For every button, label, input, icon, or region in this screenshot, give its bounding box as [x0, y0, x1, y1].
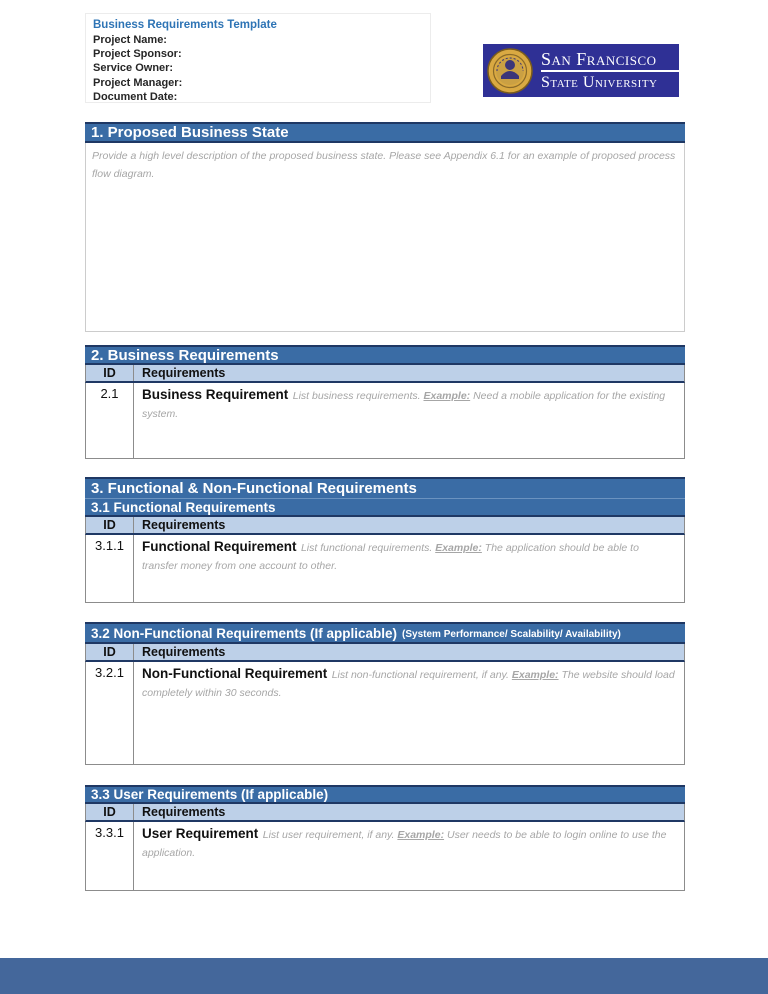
col-header-requirements: Requirements [142, 805, 226, 819]
section-3-3-header [85, 785, 685, 804]
section-1-content-box [85, 143, 685, 332]
requirement-hint: List business requirements. Example: Need a mobile application for the existing system. [142, 390, 666, 420]
row-requirement [134, 383, 684, 458]
university-logo-text [541, 50, 679, 91]
table-row [85, 383, 685, 459]
logo-divider [541, 70, 679, 72]
requirement-name: Non-Functional Requirement [142, 666, 328, 681]
example-label: Example: [423, 390, 471, 402]
section-2-header [85, 345, 685, 365]
row-id: 2.1 [86, 383, 134, 458]
col-header-requirements: Requirements [142, 366, 226, 380]
row-requirement [134, 662, 684, 764]
col-header-id: ID [86, 517, 134, 533]
document-title: Business Requirements Template [93, 19, 277, 31]
section-3-2-table-header [85, 644, 685, 662]
section-1-title: 1. Proposed Business State [91, 124, 289, 141]
section-2-title: 2. Business Requirements [91, 346, 279, 364]
col-header-id: ID [86, 365, 134, 381]
field-project-sponsor: Project Sponsor: [93, 48, 182, 61]
col-header-requirements: Requirements [142, 645, 226, 659]
field-project-name: Project Name: [93, 34, 167, 46]
section-3-1-header [85, 498, 685, 517]
section-3-2-note: (System Performance/ Scalability/ Availability) [402, 628, 621, 640]
project-info-box [85, 13, 431, 103]
col-header-requirements: Requirements [142, 518, 226, 532]
requirement-hint: List user requirement, if any. Example: User needs to be able to login online to use the application. [142, 829, 667, 859]
page-footer-bar [0, 958, 768, 994]
section-3-title: 3. Functional & Non-Functional Requirements [91, 480, 417, 497]
row-requirement [134, 822, 684, 890]
requirement-name: User Requirement [142, 826, 259, 841]
requirement-name: Functional Requirement [142, 539, 297, 554]
requirement-hint: List functional requirements. Example: The application should be able to transfer money from one account to other. [142, 542, 639, 572]
section-3-3-title: 3.3 User Requirements (If applicable) [91, 787, 329, 802]
example-label: Example: [397, 829, 445, 841]
section-3-2-header [85, 622, 685, 644]
logo-line2: State University [541, 74, 658, 91]
section-3-header [85, 477, 685, 498]
example-label: Example: [511, 669, 559, 681]
table-row [85, 535, 685, 603]
section-2-table-header [85, 365, 685, 383]
row-id: 3.1.1 [86, 535, 134, 602]
university-seal-icon [487, 48, 533, 94]
row-requirement [134, 535, 684, 602]
field-document-date: Document Date: [93, 90, 178, 103]
example-label: Example: [435, 542, 482, 554]
table-row [85, 662, 685, 765]
field-service-owner: Service Owner: [93, 62, 174, 75]
section-3-1-title: 3.1 Functional Requirements [91, 499, 276, 515]
section-3-1-table-header [85, 517, 685, 535]
section-1-description: Provide a high level description of the proposed business state. Please see Appendix 6.1 for an example of proposed process flow diagram. [92, 150, 676, 180]
logo-line1: San Francisco [541, 49, 657, 69]
section-3-3-table-header [85, 804, 685, 822]
requirement-name: Business Requirement [142, 387, 289, 402]
table-row [85, 822, 685, 891]
row-id: 3.3.1 [86, 822, 134, 890]
field-project-manager: Project Manager: [93, 76, 183, 89]
university-logo [483, 44, 679, 97]
col-header-id: ID [86, 804, 134, 820]
row-id: 3.2.1 [86, 662, 134, 764]
requirement-hint: List non-functional requirement, if any. Example: The website should load completely within 30 seconds. [142, 669, 675, 699]
section-1-header [85, 122, 685, 143]
col-header-id: ID [86, 644, 134, 660]
section-3-2-title: 3.2 Non-Functional Requirements (If applicable) [91, 625, 398, 641]
